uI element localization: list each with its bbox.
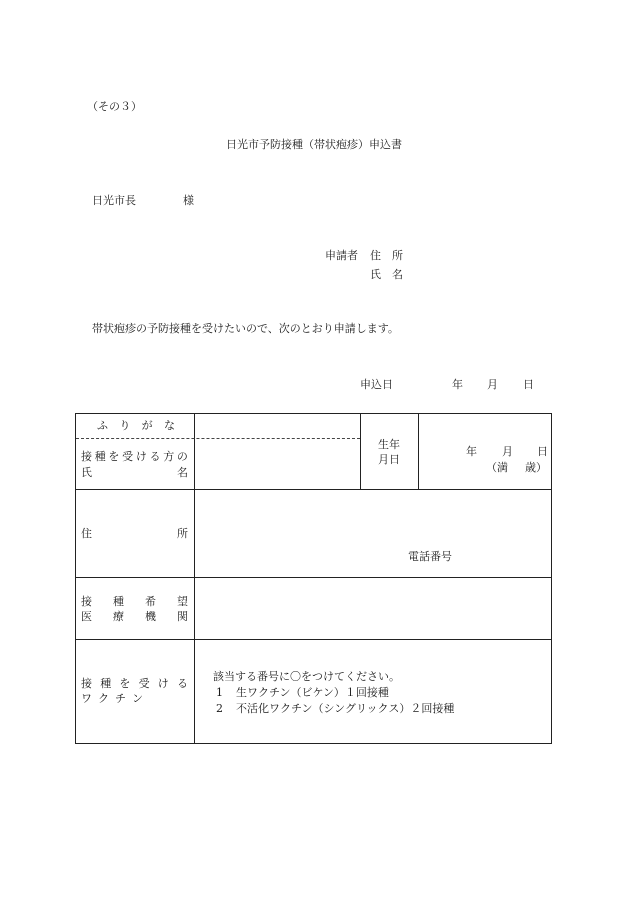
vaccine-instruction: 該当する番号に〇をつけてください。 (213, 670, 400, 683)
apply-date-month: 月 (487, 378, 498, 391)
patient-name-label-line1: 接 種 を 受 け る 方 の (81, 450, 188, 463)
applicant-label: 申請者 (325, 249, 358, 262)
apply-date-label: 申込日 (360, 378, 393, 391)
address-input[interactable] (198, 494, 548, 549)
apply-date-year: 年 (452, 378, 463, 391)
label-column-divider (194, 414, 195, 744)
age-open-label: （満 (486, 461, 508, 474)
institution-label-line2: 医 療 機 関 (81, 610, 188, 623)
page-title: 日光市予防接種（帯状疱疹）申込書 (226, 138, 402, 151)
apply-date-day: 日 (523, 378, 534, 391)
vaccine-option-2-number[interactable]: 2 (216, 702, 223, 715)
addressee-honorific: 様 (183, 194, 194, 207)
furigana-dashed-divider (76, 438, 360, 439)
vaccine-option-2-text: 不活化ワクチン（シングリックス）２回接種 (236, 702, 455, 715)
row-divider-institution (76, 639, 551, 640)
birth-label-right-divider (418, 414, 419, 489)
address-label: 住 所 (81, 527, 188, 540)
birth-year-label: 年 (466, 445, 477, 458)
patient-name-input[interactable] (198, 442, 356, 486)
birth-month-label: 月 (502, 445, 513, 458)
institution-input[interactable] (198, 582, 548, 634)
institution-label-line1: 接 種 希 望 (81, 595, 188, 608)
birth-label-line2: 月日 (378, 453, 400, 466)
furigana-input[interactable] (198, 416, 356, 436)
vaccine-option-1-number[interactable]: 1 (216, 686, 223, 699)
applicant-address-label: 住 所 (370, 249, 403, 262)
vaccine-label-line2: ワ ク チ ン (81, 692, 143, 705)
vaccine-label-line1: 接 種 を 受 け る (81, 677, 188, 690)
application-statement: 帯状疱疹の予防接種を受けたいので、次のとおり申請します。 (92, 322, 399, 335)
age-close-label: 歳） (525, 461, 547, 474)
form-number: （その３） (87, 100, 142, 113)
application-form-table (75, 413, 552, 744)
applicant-name-label: 氏 名 (370, 268, 403, 281)
row-divider-name (76, 489, 551, 490)
birth-day-label: 日 (537, 445, 548, 458)
addressee: 日光市長 (92, 194, 136, 207)
birth-label-line1: 生年 (378, 438, 400, 451)
phone-label: 電話番号 (408, 550, 452, 563)
patient-name-label-line2: 氏 名 (81, 466, 188, 479)
vaccine-option-1-text: 生ワクチン（ビケン）１回接種 (236, 686, 389, 699)
furigana-label: ふ り が な (97, 419, 175, 432)
row-divider-address (76, 577, 551, 578)
birth-label-left-divider (360, 414, 361, 489)
